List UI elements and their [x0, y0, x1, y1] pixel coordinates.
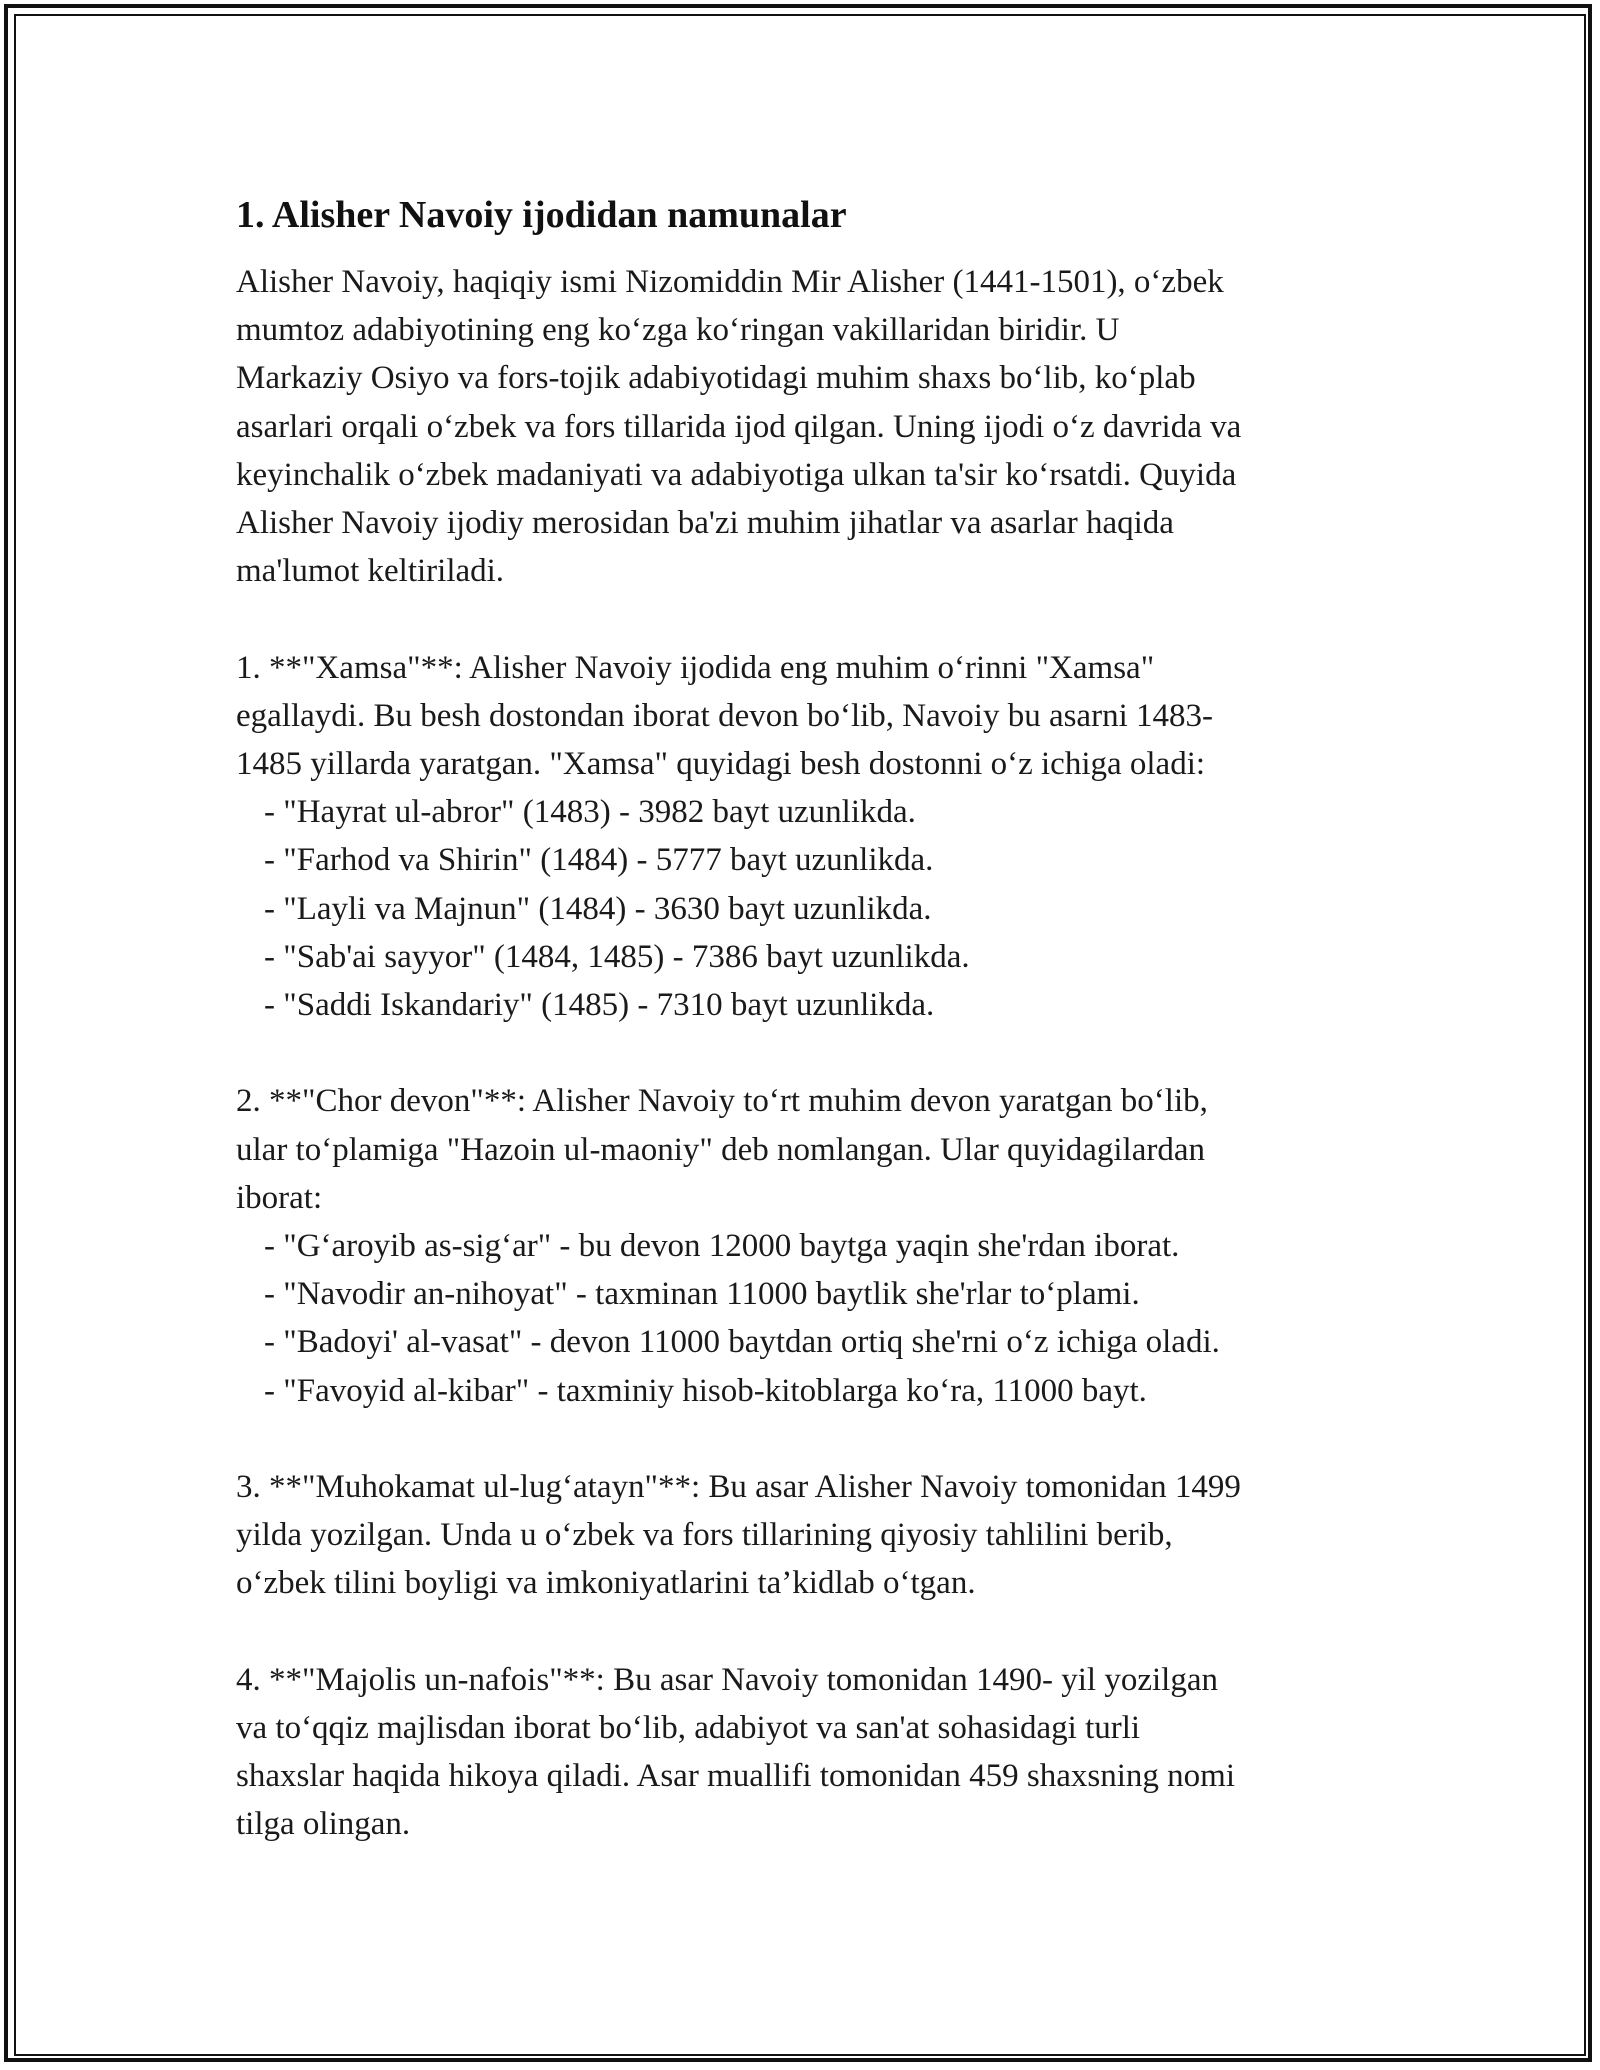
- text-line: mumtoz adabiyotining eng ko‘zga ko‘ringan vakillaridan biridir. U: [236, 312, 1120, 349]
- text-line: 1. **"Xamsa"**: Alisher Navoiy ijodida eng muhim o‘rinni "Xamsa": [236, 649, 1155, 686]
- text-line: 3. **"Muhokamat ul-lug‘atayn"**: Bu asar Alisher Navoiy tomonidan 1499: [236, 1469, 1241, 1506]
- list-item: - "Farhod va Shirin" (1484) - 5777 bayt uzunlikda.: [264, 842, 934, 879]
- text-line: keyinchalik o‘zbek madaniyati va adabiyotiga ulkan ta'sir ko‘rsatdi. Quyida: [236, 456, 1237, 493]
- paragraph-spacer: [236, 595, 1376, 643]
- text-line: Markaziy Osiyo va fors-tojik adabiyotidagi muhim shaxs bo‘lib, ko‘plab: [236, 360, 1196, 397]
- section-majolis: [236, 1656, 1376, 1849]
- text-line: yilda yozilgan. Unda u o‘zbek va fors tillarining qiyosiy tahlilini berib,: [236, 1517, 1173, 1554]
- text-line: o‘zbek tilini boyligi va imkoniyatlarini ta’kidlab o‘tgan.: [236, 1565, 976, 1602]
- text-line: 2. **"Chor devon"**: Alisher Navoiy to‘rt muhim devon yaratgan bo‘lib,: [236, 1083, 1208, 1120]
- list-item: - "Sab'ai sayyor" (1484, 1485) - 7386 bayt uzunlikda.: [264, 938, 970, 975]
- text-line: 1485 yillarda yaratgan. "Xamsa" quyidagi besh dostonni o‘z ichiga oladi:: [236, 746, 1206, 783]
- list-item: - "Navodir an-nihoyat" - taxminan 11000 baytlik she'rlar to‘plami.: [264, 1276, 1140, 1313]
- intro-paragraph: [236, 258, 1376, 595]
- text-line: egallaydi. Bu besh dostondan iborat devon bo‘lib, Navoiy bu asarni 1483-: [236, 697, 1213, 734]
- paragraph-spacer: [236, 1029, 1376, 1077]
- list-item: - "Saddi Iskandariy" (1485) - 7310 bayt uzunlikda.: [264, 987, 935, 1024]
- text-line: Alisher Navoiy, haqiqiy ismi Nizomiddin Mir Alisher (1441-1501), o‘zbek: [236, 264, 1224, 300]
- section-muhokamat: [236, 1463, 1376, 1608]
- list-item: - "Favoyid al-kibar" - taxminiy hisob-kitoblarga ko‘ra, 11000 bayt.: [264, 1372, 1147, 1409]
- list-item: - "Layli va Majnun" (1484) - 3630 bayt uzunlikda.: [264, 890, 932, 927]
- list-item: - "Badoyi' al-vasat" - devon 11000 baytdan ortiq she'rni o‘z ichiga oladi.: [264, 1324, 1220, 1361]
- text-line: iborat:: [236, 1179, 323, 1216]
- section-chor-devon: [236, 1077, 1376, 1414]
- text-line: va to‘qqiz majlisdan iborat bo‘lib, adabiyot va san'at sohasidagi turli: [236, 1710, 1141, 1747]
- text-line: ular to‘plamiga "Hazoin ul-maoniy" deb nomlangan. Ular quyidagilardan: [236, 1131, 1205, 1168]
- page-title: 1. Alisher Navoiy ijodidan namunalar: [236, 194, 847, 236]
- text-line: asarlari orqali o‘zbek va fors tillarida ijod qilgan. Uning ijodi o‘z davrida va: [236, 408, 1242, 445]
- list-item: - "G‘aroyib as-sig‘ar" - bu devon 12000 baytga yaqin she'rdan iborat.: [264, 1228, 1180, 1265]
- text-line: 4. **"Majolis un-nafois"**: Bu asar Navoiy tomonidan 1490- yil yozilgan: [236, 1661, 1218, 1698]
- text-line: tilga olingan.: [236, 1806, 411, 1843]
- text-line: ma'lumot keltiriladi.: [236, 553, 505, 590]
- text-line: Alisher Navoiy ijodiy merosidan ba'zi muhim jihatlar va asarlar haqida: [236, 505, 1174, 542]
- paragraph-spacer: [236, 1415, 1376, 1463]
- list-item: - "Hayrat ul-abror" (1483) - 3982 bayt uzunlikda.: [264, 794, 916, 831]
- text-line: shaxslar haqida hikoya qiladi. Asar muallifi tomonidan 459 shaxsning nomi: [236, 1758, 1236, 1795]
- document-body: [236, 186, 1376, 1849]
- section-xamsa: [236, 644, 1376, 1030]
- paragraph-spacer: [236, 1608, 1376, 1656]
